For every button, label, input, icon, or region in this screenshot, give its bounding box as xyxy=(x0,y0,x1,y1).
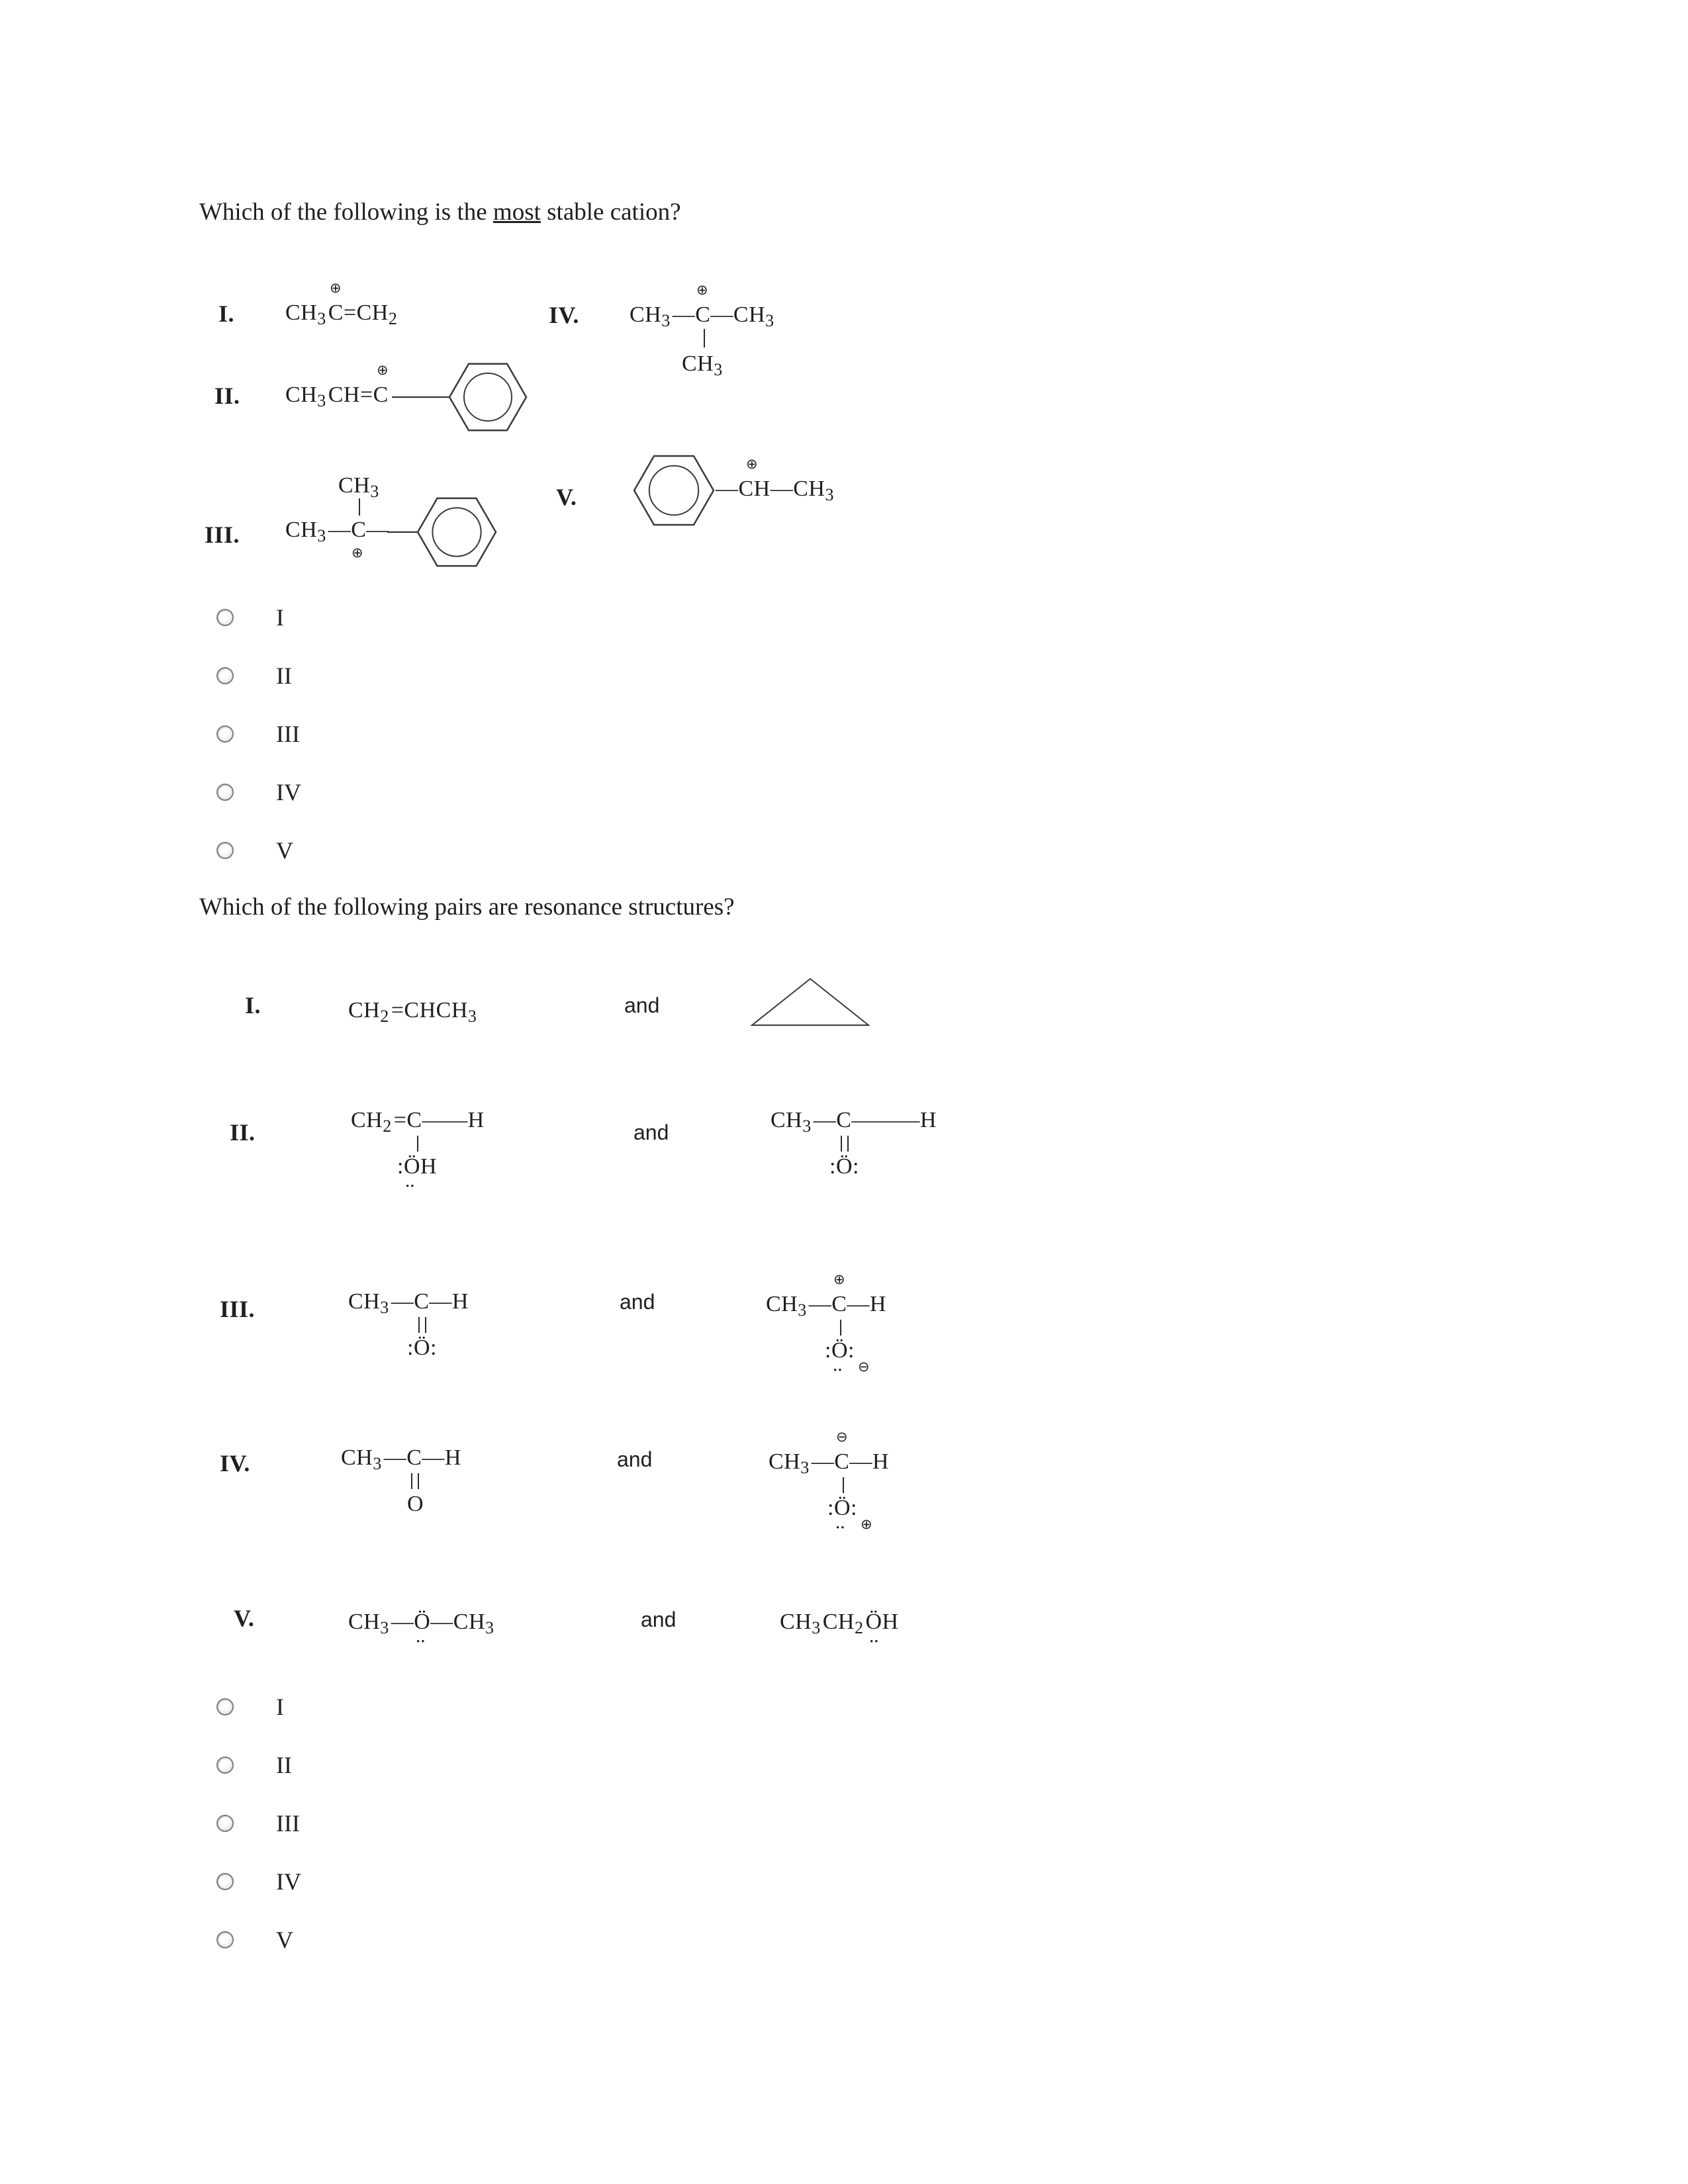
minus-charge-icon: ⊖ xyxy=(858,1359,870,1375)
question-1-text-pre: Which of the following is the xyxy=(199,199,493,226)
formula-text: $CH_3$ xyxy=(338,473,379,501)
radio-button-icon[interactable] xyxy=(216,725,234,743)
double-bond xyxy=(411,1473,419,1489)
formula-text: $CH_3$ xyxy=(682,351,723,379)
single-bond xyxy=(387,531,417,533)
formula-text: :Ö: xyxy=(407,1336,437,1360)
question-2-option-III[interactable] xyxy=(216,1809,301,1868)
formula-text: :Ö: xyxy=(825,1338,855,1363)
question-2-option-V[interactable] xyxy=(216,1926,301,1984)
formula-text: $CH_3—C—H$ xyxy=(348,1289,469,1317)
single-bond xyxy=(843,1477,844,1493)
formula-text: $CH_3—C—H$ xyxy=(766,1292,886,1320)
option-label: II xyxy=(276,662,292,689)
and-text: and xyxy=(633,1120,669,1144)
single-bond xyxy=(359,498,360,516)
question-2-option-I[interactable] xyxy=(216,1693,301,1751)
radio-button-icon[interactable] xyxy=(216,1815,234,1832)
cyclopropane-icon xyxy=(751,978,870,1026)
formula-text: $CH_3CH=C$ xyxy=(285,383,389,410)
formula-text: $CH_2=C——H$ xyxy=(351,1108,485,1136)
and-text: and xyxy=(641,1608,677,1631)
item-label: I. xyxy=(245,992,261,1019)
formula-text: $CH_3—Ö—CH_3$ xyxy=(348,1610,494,1637)
and-text: and xyxy=(624,993,660,1017)
formula-text: $CH_3—C—$ xyxy=(285,518,389,545)
radio-button-icon[interactable] xyxy=(216,842,234,859)
lone-pair-dots: •• xyxy=(416,1637,426,1647)
plus-charge-icon: ⊕ xyxy=(833,1271,845,1287)
lone-pair-dots: •• xyxy=(833,1365,843,1376)
question-1-option-III[interactable] xyxy=(216,720,301,778)
benzene-ring-icon xyxy=(416,491,498,573)
radio-button-icon[interactable] xyxy=(216,609,234,626)
question-2-option-IV[interactable] xyxy=(216,1868,301,1926)
option-label: III xyxy=(276,721,300,747)
double-bond xyxy=(418,1317,426,1333)
item-label: II. xyxy=(230,1119,256,1146)
plus-charge-icon: ⊕ xyxy=(861,1516,872,1532)
single-bond xyxy=(392,396,449,398)
option-label: IV xyxy=(276,779,301,805)
single-bond xyxy=(417,1136,418,1152)
formula-text: $—CH—CH_3$ xyxy=(716,477,834,504)
question-1-underlined-word: most xyxy=(492,199,541,226)
radio-button-icon[interactable] xyxy=(216,1698,234,1715)
item-label: III. xyxy=(205,522,240,548)
question-2-option-II[interactable] xyxy=(216,1751,301,1809)
option-label: II xyxy=(276,1752,292,1778)
formula-text: $CH_3—C—CH_3$ xyxy=(630,302,774,330)
lone-pair-dots: •• xyxy=(836,1523,846,1533)
formula-text: $CH_3C=CH_2$ xyxy=(285,300,398,328)
formula-text: O xyxy=(407,1492,424,1516)
radio-button-icon[interactable] xyxy=(216,1931,234,1948)
item-label: IV. xyxy=(549,302,579,328)
single-bond xyxy=(840,1320,841,1336)
question-1-option-IV[interactable] xyxy=(216,778,301,837)
lone-pair-dots: •• xyxy=(870,1637,880,1647)
radio-button-icon[interactable] xyxy=(216,1873,234,1890)
formula-text: :Ö: xyxy=(827,1496,857,1520)
formula-text: :ÖH xyxy=(397,1154,438,1179)
question-1-text-post: stable cation? xyxy=(540,199,681,226)
double-bond xyxy=(841,1136,849,1152)
benzene-ring-icon xyxy=(447,357,528,437)
formula-text: $CH_3CH_2ÖH$ xyxy=(780,1610,899,1637)
item-label: II. xyxy=(214,383,240,409)
option-label: V xyxy=(276,1927,293,1953)
radio-button-icon[interactable] xyxy=(216,1756,234,1774)
item-label: V. xyxy=(234,1605,255,1631)
option-label: I xyxy=(276,604,284,631)
formula-text: $CH_3—C—H$ xyxy=(341,1445,461,1473)
plus-charge-icon: ⊕ xyxy=(352,545,363,561)
radio-button-icon[interactable] xyxy=(216,667,234,684)
question-2-title: Which of the following pairs are resonance structures? xyxy=(199,893,735,921)
question-1-option-I[interactable] xyxy=(216,604,301,662)
and-text: and xyxy=(617,1447,653,1471)
plus-charge-icon: ⊕ xyxy=(330,280,342,296)
plus-charge-icon: ⊕ xyxy=(377,362,389,378)
plus-charge-icon: ⊕ xyxy=(746,456,758,472)
formula-text: $CH_2=CHCH_3$ xyxy=(348,998,477,1026)
option-label: I xyxy=(276,1694,284,1720)
question-1-option-II[interactable] xyxy=(216,662,301,720)
minus-charge-icon: ⊖ xyxy=(836,1429,848,1445)
item-label: V. xyxy=(556,484,577,510)
item-label: IV. xyxy=(220,1450,250,1477)
item-label: III. xyxy=(220,1296,256,1322)
question-2-options xyxy=(216,1693,301,1984)
and-text: and xyxy=(620,1290,655,1314)
radio-button-icon[interactable] xyxy=(216,784,234,801)
question-1-option-V[interactable] xyxy=(216,837,301,895)
formula-text: :Ö: xyxy=(829,1154,859,1179)
formula-text: $CH_3—C———H$ xyxy=(771,1108,937,1136)
lone-pair-dots: •• xyxy=(406,1181,416,1192)
single-bond xyxy=(704,329,705,347)
option-label: V xyxy=(276,837,293,864)
benzene-ring-icon xyxy=(632,449,716,532)
formula-text: $CH_3—C—H$ xyxy=(769,1449,889,1477)
item-label: I. xyxy=(218,300,235,327)
option-label: III xyxy=(276,1810,300,1837)
option-label: IV xyxy=(276,1868,301,1895)
plus-charge-icon: ⊕ xyxy=(696,282,708,298)
question-1-options xyxy=(216,604,301,895)
